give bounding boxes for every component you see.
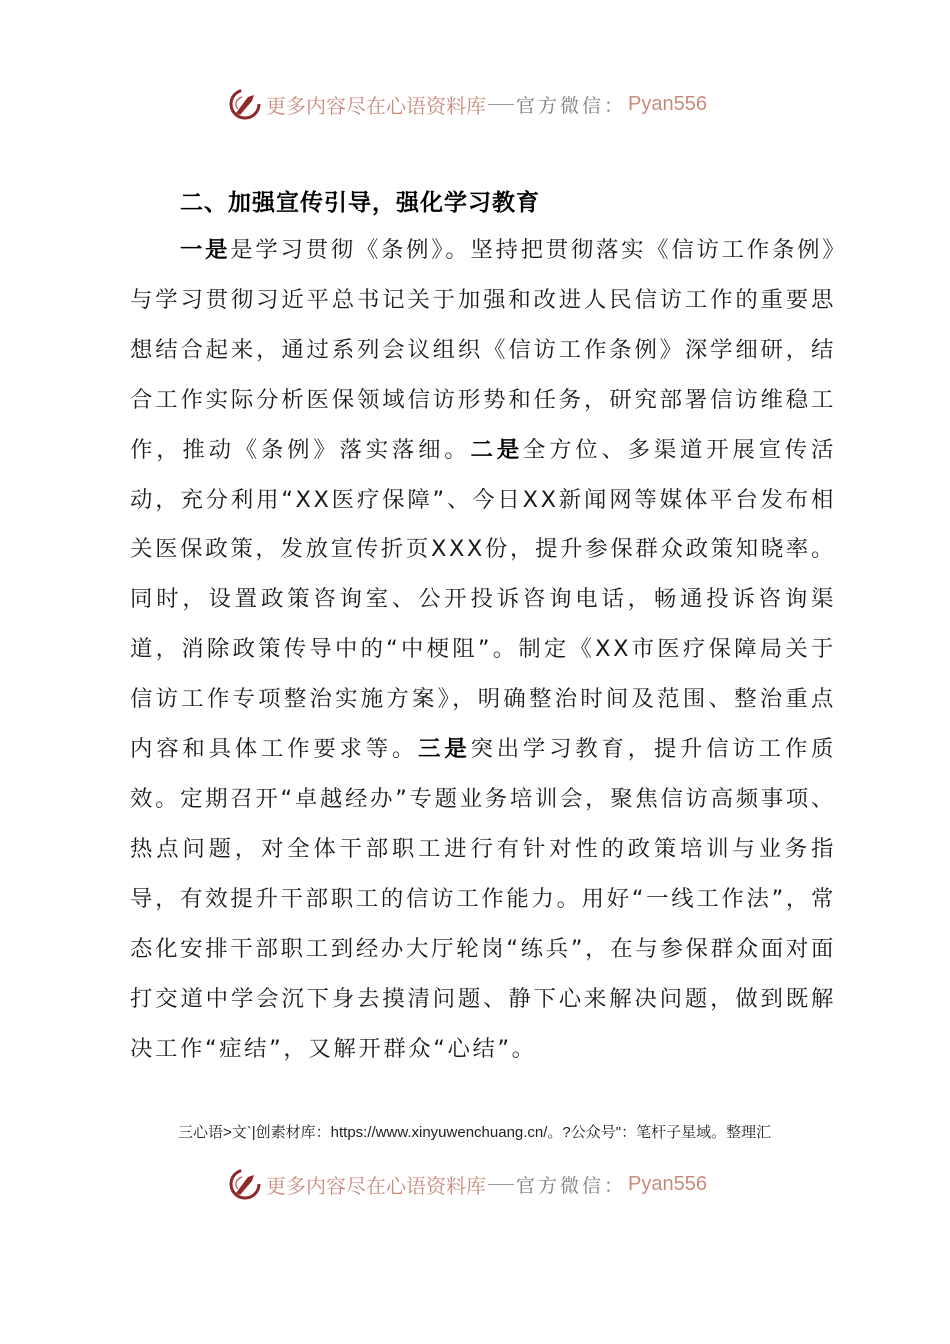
banner-official-label: 官方微信： bbox=[516, 94, 627, 117]
banner-wechat-id: Pyan556 bbox=[628, 92, 707, 115]
point-one-text: 是学习贯彻《条例》。坚持把贯彻落实《信访工作条例》与学习贯彻习近平总书记关于加强和改进人民信访工作的重要思想结合起来，通过系列会议组织《信访工作条例》深学细研，结合工作实际分析医保领域信访形势和任务，研究部署信访维稳工作，推动《条例》落实落细。 bbox=[130, 237, 836, 463]
banner-brand-text: 更多内容尽在心语资料库 bbox=[266, 93, 486, 118]
banner-dash-divider bbox=[488, 1184, 514, 1185]
source-attribution-line: 三心语>文`|创素材库：https://www.xinyuwenchuang.cn/。?公众号"：笔杆子星域。整理汇 bbox=[178, 1124, 772, 1141]
quill-pen-logo-icon bbox=[228, 87, 262, 121]
banner-official-label: 官方微信： bbox=[516, 1174, 627, 1197]
point-three-label: 三是 bbox=[418, 736, 471, 763]
point-three-text: 突出学习教育，提升信访工作质效。定期召开“卓越经办”专题业务培训会，聚焦信访高频事项、热点问题，对全体干部职工进行有针对性的政策培训与业务指导，有效提升干部职工的信访工作能力。用好“一线工作法”，常态化安排干部职工到经办大厅轮岗“练兵”，在与参保群众面对面打交道中学会沉下身去摸清问题、静下心来解决问题，做到既解决工作“症结”，又解开群众“心结”。 bbox=[130, 736, 837, 1062]
footer-watermark-banner bbox=[228, 1164, 728, 1204]
point-two-label: 二是 bbox=[470, 436, 523, 463]
body-paragraph bbox=[130, 226, 836, 1074]
section-heading: 二、加强宣传引导，强化学习教育 bbox=[180, 190, 540, 216]
header-watermark-banner bbox=[228, 84, 728, 124]
point-two-text: 全方位、多渠道开展宣传活动，充分利用“XX医疗保障”、今日XX新闻网等媒体平台发布相关医保政策，发放宣传折页XXX份，提升参保群众政策知晓率。同时，设置政策咨询室、公开投诉咨询电话，畅通投诉咨询渠道，消除政策传导中的“中梗阻”。制定《XX市医疗保障局关于信访工作专项整治实施方案》，明确整治时间及范围、整治重点内容和具体工作要求等。 bbox=[130, 436, 836, 763]
quill-pen-logo-icon bbox=[228, 1167, 262, 1201]
banner-dash-divider bbox=[488, 104, 514, 105]
banner-wechat-id: Pyan556 bbox=[628, 1172, 707, 1195]
banner-brand-text: 更多内容尽在心语资料库 bbox=[266, 1173, 486, 1198]
point-one-label: 一是 bbox=[180, 237, 231, 263]
